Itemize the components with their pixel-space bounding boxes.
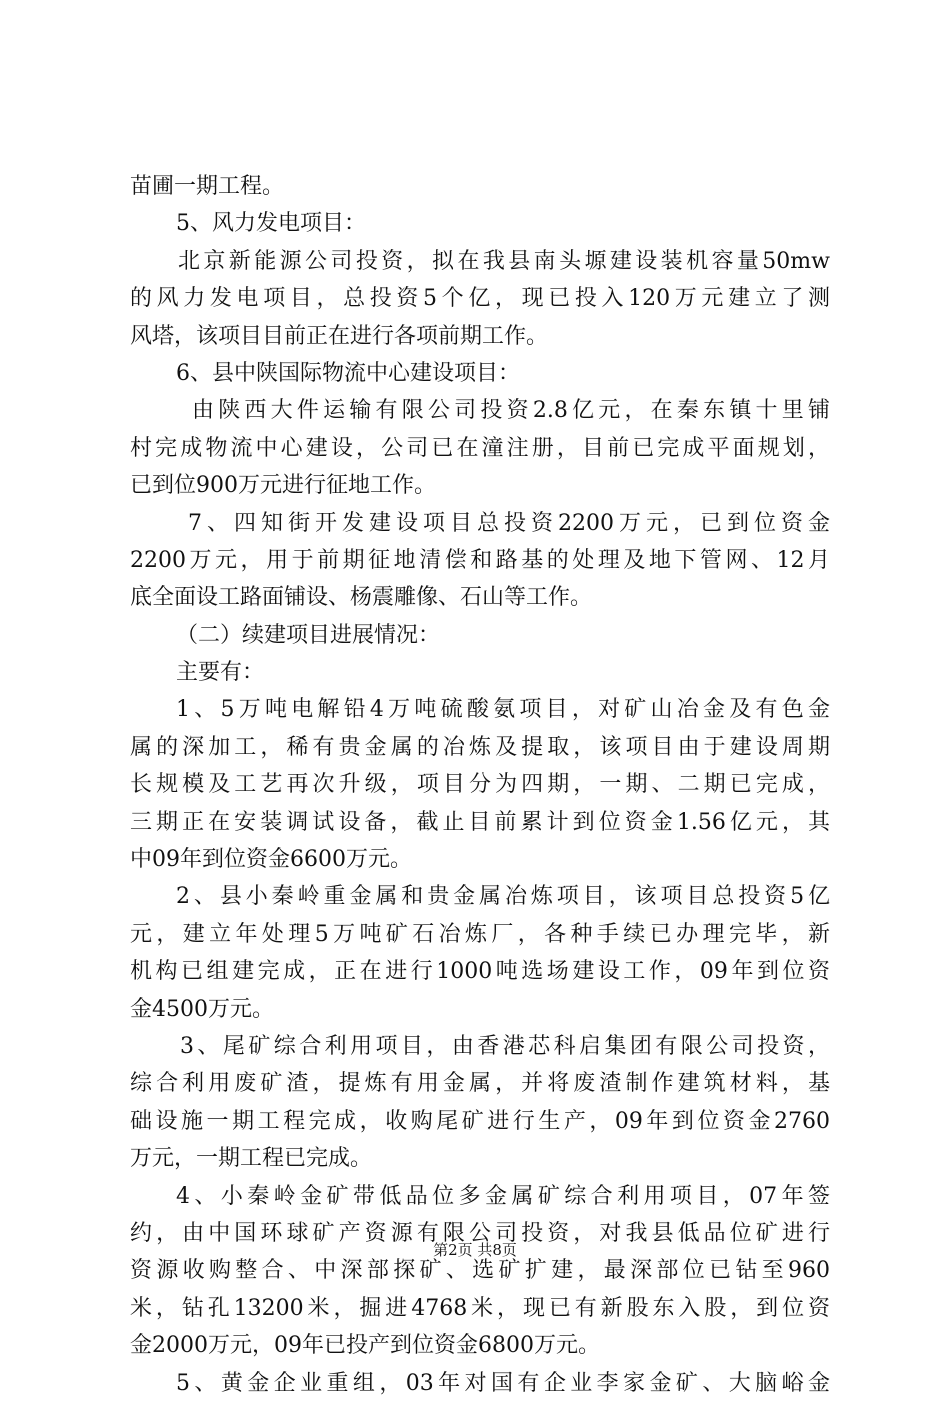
text-line: 2、县小秦岭重金属和贵金属冶炼项目，该项目总投资5亿 — [176, 884, 830, 910]
text-line: 万元，一期工程已完成。 — [130, 1146, 373, 1172]
text-line: 4、小秦岭金矿带低品位多金属矿综合利用项目，07年签 — [176, 1183, 830, 1209]
section-heading: （二）续建项目进展情况： — [176, 622, 441, 648]
text-line: 资源收购整合、中深部探矿、选矿扩建，最深部位已钻至960 — [130, 1258, 830, 1284]
text-line: 综合利用废矿渣，提炼有用金属，并将废渣制作建筑材料，基 — [130, 1071, 830, 1097]
page-number-footer: 第2页 共8页 — [433, 1241, 517, 1259]
document-body — [130, 168, 830, 1402]
text-line: 主要有： — [176, 660, 265, 686]
text-line: 元，建立年处理5万吨矿石冶炼厂，各种手续已办理完毕，新 — [130, 921, 830, 947]
text-line: 由陕西大件运输有限公司投资2.8亿元，在秦东镇十里铺 — [192, 398, 830, 424]
text-line: 苗圃一期工程。 — [130, 174, 285, 199]
text-line: 底全面设工路面铺设、杨震雕像、石山等工作。 — [130, 585, 593, 611]
text-line: 属的深加工，稀有贵金属的冶炼及提取，该项目由于建设周期 — [130, 734, 830, 760]
text-line: 7、四知街开发建设项目总投资2200万元，已到位资金 — [188, 510, 830, 536]
text-line: 约，由中国环球矿产资源有限公司投资，对我县低品位矿进行 — [130, 1220, 830, 1246]
text-line: 金4500万元。 — [130, 996, 274, 1022]
text-line: 村完成物流中心建设，公司已在潼注册，目前已完成平面规划， — [130, 435, 830, 461]
text-line: 1、5万吨电解铅4万吨硫酸氨项目，对矿山冶金及有色金 — [176, 697, 830, 723]
section-heading: 5、风力发电项目： — [176, 211, 366, 237]
text-line: 米，钻孔13200米，掘进4768米，现已有新股东入股，到位资 — [130, 1295, 830, 1321]
text-line: 中09年到位资金6600万元。 — [130, 847, 412, 873]
text-line: 的风力发电项目，总投资5个亿，现已投入120万元建立了测 — [130, 286, 830, 312]
text-line: 风塔，该项目目前正在进行各项前期工作。 — [130, 323, 549, 349]
text-line: 北京新能源公司投资，拟在我县南头塬建设装机容量50mw — [178, 248, 830, 274]
section-heading: 6、县中陕国际物流中心建设项目： — [176, 360, 520, 386]
text-line: 5、黄金企业重组，03年对国有企业李家金矿、大脑峪金 — [176, 1370, 830, 1396]
text-line: 础设施一期工程完成，收购尾矿进行生产，09年到位资金2760 — [130, 1108, 830, 1134]
text-line: 机构已组建完成，正在进行1000吨选场建设工作，09年到位资 — [130, 959, 830, 985]
text-line: 3、尾矿综合利用项目，由香港芯科启集团有限公司投资， — [180, 1033, 830, 1059]
text-line: 长规模及工艺再次升级，项目分为四期，一期、二期已完成， — [130, 772, 830, 798]
text-line: 已到位900万元进行征地工作。 — [130, 473, 436, 499]
text-line: 金2000万元，09年已投产到位资金6800万元。 — [130, 1333, 600, 1359]
text-line: 2200万元，用于前期征地清偿和路基的处理及地下管网、12月 — [130, 547, 830, 573]
text-line: 三期正在安装调试设备，截止目前累计到位资金1.56亿元，其 — [130, 809, 830, 835]
